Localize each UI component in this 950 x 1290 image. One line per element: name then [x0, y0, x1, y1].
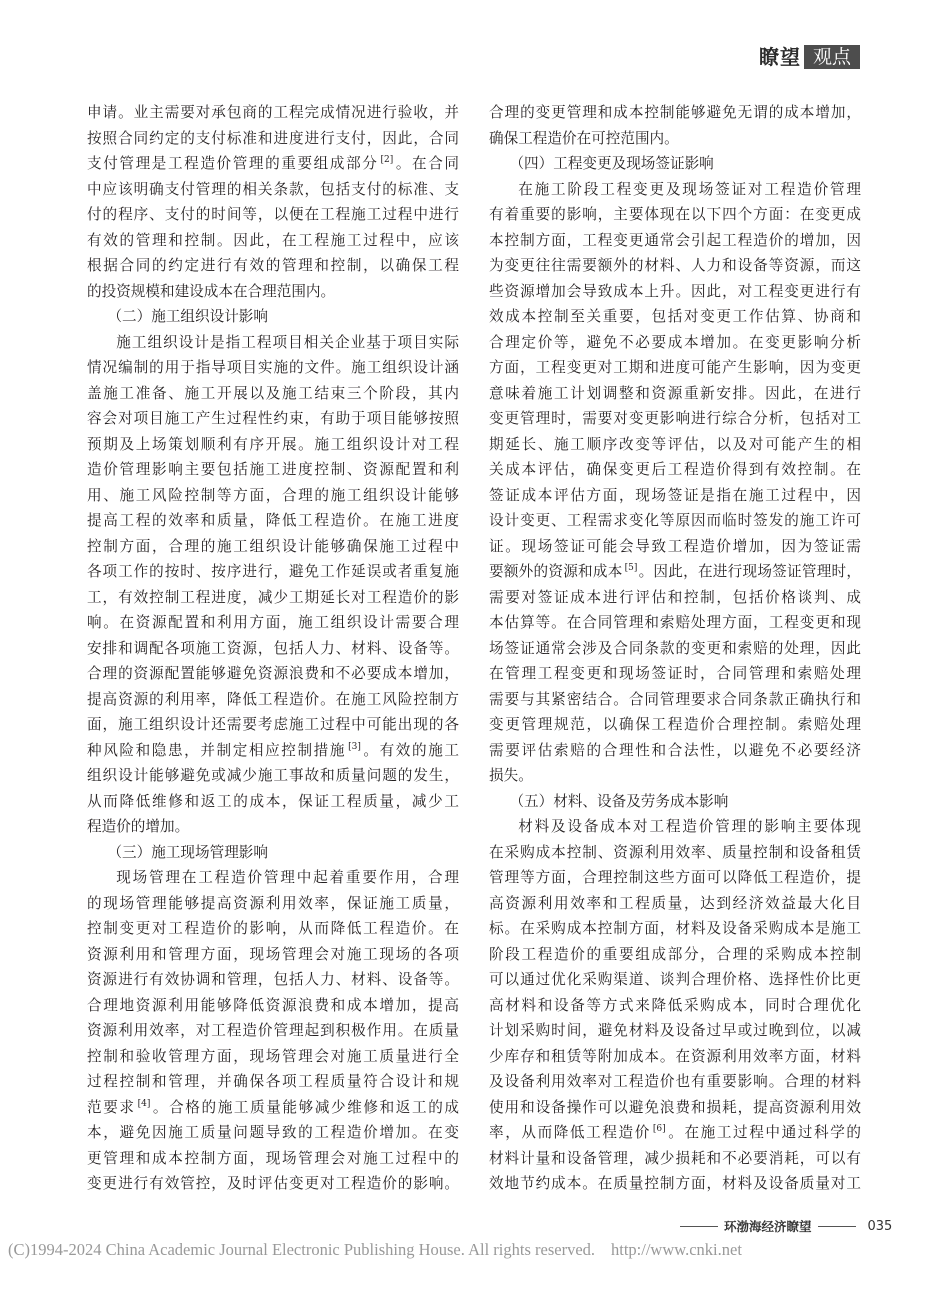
text-line: 申请。业主需要对承包商的工程完成情况进行验收，并 — [87, 104, 459, 121]
page-footer — [680, 1216, 892, 1236]
text-line: 提高资源的利用率，降低工程造价。在施工风险控制方 — [87, 690, 459, 708]
text-line: 场签证通常会涉及合同条款的变更和索赔的处理，因此 — [489, 639, 861, 657]
text-line: 面，施工组织设计还需要考虑施工过程中可能出现的各 — [87, 716, 459, 733]
text-line: 确保工程造价在可控范围内。 — [489, 129, 679, 147]
text-line: 有效的管理和控制。因此，在工程施工过程中，应该 — [87, 231, 459, 249]
text-line: 根据合同的约定进行有效的管理和控制，以确保工程 — [87, 257, 459, 274]
text-line: 管理等方面，合理控制这些方面可以降低工程造价，提 — [489, 869, 861, 886]
paragraph — [489, 814, 861, 1197]
watermark-copyright: (C)1994-2024 China Academic Journal Electronic Publishing House. All rights reserved. — [8, 1240, 596, 1259]
text-line: 及设备利用效率对工程造价也有重要影响。合理的材料 — [489, 1073, 861, 1090]
text-line: 为变更往往需要额外的材料、人力和设备等资源，而这 — [489, 257, 861, 274]
text-line: 合理的变更管理和成本控制能够避免无谓的成本增加， — [489, 104, 861, 121]
text-line: 响。在资源配置和利用方面，施工组织设计需要合理 — [87, 614, 459, 631]
text-line: 证。现场签证可能会导致工程造价增加，因为签证需 — [489, 537, 861, 555]
text-line: 按照合同约定的支付标准和进度进行支付，因此，合同 — [87, 129, 459, 147]
text-line: 阶段工程造价的重要组成部分，合理的采购成本控制 — [489, 945, 861, 963]
section-heading: （五）材料、设备及劳务成本影响 — [509, 792, 729, 810]
section-heading: （二）施工组织设计影响 — [107, 308, 268, 325]
text-line: 控制和验收管理方面，现场管理会对施工质量进行全 — [87, 1047, 459, 1065]
text-line: 方面，工程变更对工期和进度可能产生影响，因为变更 — [489, 359, 861, 376]
text-line: 资源进行有效协调和管理，包括人力、材料、设备等。 — [87, 971, 459, 988]
text-line: 支付管理是工程造价管理的重要组成部分 [2]。在合同 — [87, 155, 459, 172]
page-header — [759, 45, 860, 69]
text-line: 合理地资源利用能够降低资源浪费和成本增加，提高 — [87, 996, 459, 1014]
text-line: 效成本控制至关重要，包括对变更工作估算、协商和 — [489, 308, 861, 325]
text-line: 合理的资源配置能够避免资源浪费和不必要成本增加， — [87, 665, 459, 682]
text-line: 效地节约成本。在质量控制方面，材料及设备质量对工 — [489, 1175, 861, 1192]
paragraph — [87, 865, 459, 1197]
text-line: 施工组织设计是指工程项目相关企业基于项目实际 — [116, 333, 459, 351]
text-line: 材料及设备成本对工程造价管理的影响主要体现 — [518, 818, 861, 835]
text-line: 现场管理在工程造价管理中起着重要作用，合理 — [116, 869, 459, 886]
paragraph — [489, 177, 861, 789]
text-line: 资源利用效率，对工程造价管理起到积极作用。在质量 — [87, 1022, 459, 1039]
text-line: 本控制方面，工程变更通常会引起工程造价的增加，因 — [489, 231, 861, 249]
text-line: 本估算等。在合同管理和索赔处理方面，工程变更和现 — [489, 614, 861, 631]
text-line: 预期及上场策划顺利有序开展。施工组织设计对工程 — [87, 435, 459, 453]
citation-ref: [4] — [137, 1098, 151, 1109]
text-line: 些资源增加会导致成本上升。因此，对工程变更进行有 — [489, 282, 861, 300]
header-section-label: 观点 — [804, 45, 860, 69]
text-line: 有着重要的影响，主要体现在以下四个方面：在变更成 — [489, 206, 861, 223]
paragraph — [87, 100, 459, 304]
text-line: 少库存和租赁等附加成本。在资源利用效率方面，材料 — [489, 1047, 861, 1065]
text-line: 的现场管理能够提高资源利用效率，保证施工质量， — [87, 894, 459, 912]
text-line: 可以通过优化采购渠道、谈判合理价格、选择性价比更 — [489, 971, 861, 988]
citation-ref: [3] — [348, 741, 361, 752]
text-line: 在管理工程变更和现场签证时，合同管理和索赔处理 — [489, 665, 861, 682]
citation-ref: [6] — [652, 1124, 666, 1135]
section-heading: （四）工程变更及现场签证影响 — [509, 155, 714, 172]
text-line: 组织设计能够避免或减少施工事故和质量问题的发生， — [87, 767, 459, 784]
text-line: 变更进行有效管控，及时评估变更对工程造价的影响。 — [87, 1175, 459, 1192]
footer-rule-left — [680, 1226, 718, 1227]
text-line: 损失。 — [489, 767, 533, 784]
text-line: 要额外的资源和成本 [5]。因此，在进行现场签证管理时， — [489, 563, 861, 580]
paragraph — [87, 330, 459, 840]
text-line: 合理定价等，避免不必要成本增加。在变更影响分析 — [489, 333, 861, 351]
text-line: 过程控制和管理，并确保各项工程质量符合设计和规 — [87, 1073, 459, 1090]
paragraph — [489, 100, 861, 151]
page-number: 035 — [867, 1218, 893, 1234]
text-line: 率，从而降低工程造价 [6]。在施工过程中通过科学的 — [489, 1124, 861, 1141]
text-line: 高资源利用效率和工程质量，达到经济效益最大化目 — [489, 894, 861, 912]
text-line: 标。在采购成本控制方面，材料及设备采购成本是施工 — [489, 920, 861, 937]
right-column — [489, 100, 861, 1197]
text-line: 的投资规模和建设成本在合理范围内。 — [87, 282, 336, 300]
text-line: 本，避免因施工质量问题导致的工程造价增加。在变 — [87, 1124, 459, 1141]
text-line: 造价管理影响主要包括施工进度控制、资源配置和利 — [87, 461, 459, 478]
text-line: 高材料和设备等方式来降低采购成本，同时合理优化 — [489, 996, 861, 1014]
text-line: 控制方面，合理的施工组织设计能够确保施工过程中 — [87, 537, 459, 555]
text-line: 各项工作的按时、按序进行，避免工作延误或者重复施 — [87, 563, 459, 580]
text-line: 签证成本评估方面，现场签证是指在施工过程中，因 — [489, 486, 861, 504]
text-line: 从而降低维修和返工的成本，保证工程质量，减少工 — [87, 792, 459, 810]
text-line: 安排和调配各项施工资源，包括人力、材料、设备等。 — [87, 639, 459, 657]
text-line: 程造价的增加。 — [87, 818, 190, 835]
text-line: 容会对项目施工产生过程性约束，有助于项目能够按照 — [87, 410, 459, 427]
text-line: 盖施工准备、施工开展以及施工结束三个阶段，其内 — [87, 384, 459, 402]
text-line: 付的程序、支付的时间等，以便在工程施工过程中进行 — [87, 206, 459, 223]
text-line: 关成本评估，确保变更后工程造价得到有效控制。在 — [489, 461, 861, 478]
text-line: 控制变更对工程造价的影响，从而降低工程造价。在 — [87, 920, 459, 937]
text-line: 材料计量和设备管理，减少损耗和不必要消耗，可以有 — [489, 1149, 861, 1167]
text-line: 使用和设备操作可以避免浪费和损耗，提高资源利用效 — [489, 1098, 861, 1116]
text-line: 提高工程的效率和质量，降低工程造价。在施工进度 — [87, 512, 459, 529]
text-line: 意味着施工计划调整和资源重新安排。因此，在进行 — [489, 384, 861, 402]
footer-journal-name: 环渤海经济瞭望 — [724, 1219, 812, 1234]
text-line: 更管理和成本控制方面，现场管理会对施工过程中的 — [87, 1149, 459, 1167]
citation-ref: [2] — [380, 155, 394, 166]
text-line: 种风险和隐患，并制定相应控制措施 [3]。有效的施工 — [87, 741, 459, 759]
text-line: 计划采购时间，避免材料及设备过早或过晚到位，以减 — [489, 1022, 861, 1039]
text-line: 情况编制的用于指导项目实施的文件。施工组织设计涵 — [87, 359, 459, 376]
text-line: 中应该明确支付管理的相关条款，包括支付的标准、支 — [87, 180, 459, 198]
left-column — [87, 100, 459, 1197]
text-line: 变更管理规范，以确保工程造价合理控制。索赔处理 — [489, 716, 861, 733]
text-line: 变更管理时，需要对变更影响进行综合分析，包括对工 — [489, 410, 861, 427]
text-line: 用、施工风险控制等方面，合理的施工组织设计能够 — [87, 486, 459, 504]
text-line: 工，有效控制工程进度，减少工期延长对工程造价的影 — [87, 588, 459, 606]
section-heading: （三）施工现场管理影响 — [107, 843, 268, 861]
text-line: 在施工阶段工程变更及现场签证对工程造价管理 — [518, 180, 861, 198]
text-line: 资源利用和管理方面，现场管理会对施工现场的各项 — [87, 945, 459, 963]
text-line: 需要评估索赔的合理性和合法性，以避免不必要经济 — [489, 741, 861, 759]
text-line: 范要求 [4]。合格的施工质量能够减少维修和返工的成 — [87, 1098, 459, 1116]
text-line: 设计变更、工程需求变化等原因而临时签发的施工许可 — [489, 512, 861, 529]
header-brand: 瞭望 — [758, 45, 801, 69]
text-line: 需要对签证成本进行评估和控制，包括价格谈判、成 — [489, 588, 861, 606]
citation-ref: [5] — [624, 563, 638, 574]
footer-rule-right — [818, 1226, 856, 1227]
text-line: 需要与其紧密结合。合同管理要求合同条款正确执行和 — [489, 690, 861, 708]
copyright-watermark — [8, 1240, 742, 1260]
text-line: 在采购成本控制、资源利用效率、质量控制和设备租赁 — [489, 843, 861, 861]
text-line: 期延长、施工顺序改变等评估，以及对可能产生的相 — [489, 435, 861, 453]
watermark-url: http://www.cnki.net — [611, 1240, 742, 1259]
